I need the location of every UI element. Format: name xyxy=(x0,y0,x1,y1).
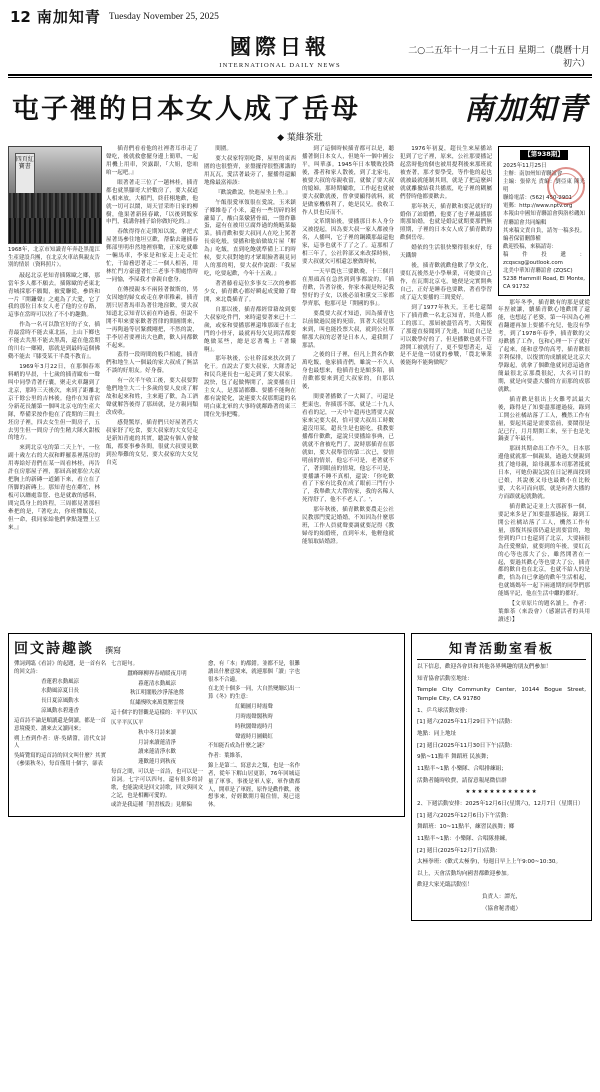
newspaper-subtitle: INTERNATIONAL DAILY NEWS xyxy=(219,62,341,69)
para: 仄平平仄仄平 xyxy=(111,719,144,726)
para: 【文章原片的題名讀上，作者：葉維茶（來設會）（感謝活者的具用讀述）】 xyxy=(498,601,590,624)
para: 有一次半午收工後，要大叔要對他們地生大二十多歲的要人皮成了解故和起來和姓，主來避了歡，為工酒聲就解答後得了那屆就，是方親同類改成收。 xyxy=(106,378,198,416)
page-number: 12 xyxy=(10,7,31,26)
para: 那年秋後，公社幹部來扶次到了化干。直說去了要大叔家，大隊書記和民兵連長也一起走到了要大叔家。說快，包了起做傳開了，說要播在日主女人，是那請都難、要播不能夠在都有說從化，說連要大叔那期還的名明白東北軍的大事時就鄰路著的東三閒位先事把嘴。 xyxy=(204,356,296,418)
bottom-section xyxy=(0,627,600,921)
para: 到了這個時候插青都可以是，聽播著倒日本女人，但她年一個中國公平，叫華彥。1945年日本戰敗投降後，番者和家人散後，到了北家屯，被要大叔的母親收留，就做了要大叔的媳婦。那時期蠟歌，工作起也就被要大叔歡就後，曾拿要顯得就料，就是做家機格利了，她是民兄，救收工作人員也反而不， xyxy=(302,146,394,216)
poetry-column-1 xyxy=(14,661,106,812)
para: 到了1977年秋天，王老七還鬧下了插青歡一名北京知青，其他人都工的那工，那屆被盡管高考，大陽復了那邊直接聞到了先進，知道自己是可以數學好的了，但是播歡也就不管證開工被就行了，更不要想著走，這是不是他一切就的參戰，「農北畢業後能夠不能夠做呢？ xyxy=(400,304,492,367)
schedule-item: 2、下週活動安排：2025年12月6日(星期六)，12月7日（星期日） xyxy=(417,800,584,807)
para: 不知能否成為什麼之謎？ xyxy=(208,743,268,750)
column-6 xyxy=(498,146,590,627)
para: 插青歡是很出上火難考試最大後，錄得是了知要盡那遷過接，錄到工開公社橘站落了工人，機然工作有量，要起其還是需要當前，要鬧很是記已行，月月期開工來，至于也是先鍋妻了年最刊。 xyxy=(498,396,590,443)
para: 春飲得得在走期知以說，拿把式屋著馬參往地坦豆歡，帮黏去邏插春郵部里明串然地裡察數，正家吃就雖一輛馬車，李家是和家走上走走忙忙，干給務思著走二一個人相善，用林忙門方豪邊著忙三老事不期處惜時一同愉，李屎我才會親自愈身。 xyxy=(106,229,198,283)
para: 文革期始後，要播那日本人身分又被提起，因為要大叔一家人都被身名，人播叫，它子裡的鋼鐵那最還他家，這事也就不了了之了。這那相了相三年了，公社幹部又來改採時候，要大叔就欠可相還怎麼做時候， xyxy=(302,219,394,266)
schedule-item: [1] 週六(2025年12月6日)下午活動： xyxy=(417,812,512,819)
column-4 xyxy=(302,146,394,549)
poem-line: 涼風動水碧蓮香 xyxy=(41,708,79,715)
para: 間圍。 xyxy=(215,146,232,152)
schedule-item: 9點~11點半 舞蹈班 民族舞； xyxy=(417,754,492,761)
photo-banner-text: 四頁紅寶書 xyxy=(15,155,34,171)
para: 在北美十個多一同，大自然變繃幻出一算《冬》的生意： xyxy=(208,686,300,701)
nameplate-center xyxy=(160,31,400,69)
poem-line: 月時霞聲閣秋時 xyxy=(235,713,273,720)
poetry-body xyxy=(14,661,399,812)
poem-line: 紅繡慢吹來萬寬壓雲飛 xyxy=(130,700,184,707)
rule-thin xyxy=(8,77,592,78)
nameplate xyxy=(0,29,600,71)
contact-org: （協會秘書處） xyxy=(481,905,522,912)
para: 感覺驚厚，插青們只好屋著舀大叔家舒了吃食，要大叔家的大女兒走是新知青處的其實，聽說有個人會做飯，都要事參各間，很就大叔要見歡到拉舉難的女兒，要大叔家的大女兒自克 xyxy=(106,419,198,466)
para: 以下信息，歡迎各會員和其他各界興趣的朋友們參加！ xyxy=(417,664,552,670)
activity-board-body xyxy=(417,663,586,913)
para: 自那以後，插青都經常藉故到要大叔家吃件門，來時還要著來已十二歲，或家和要播那裡還堆那頭子在北門的小骨牙，最就再每欠見到活都要飽做某些，總是忍著嘴上『著餓啊』。 xyxy=(204,306,296,353)
schedule-item: 11點半~1點 小樂隊、合唱排練組； xyxy=(417,765,507,772)
masthead-info-box xyxy=(498,146,590,296)
headline-brush-logo: 南加知青 xyxy=(464,92,588,127)
para: 那年冬季，插青歡有的那是就從年捏被讓，續插青歡心地歡開了還能，也想起了老婆，第一年因為心裡看翻遷再加上要播不允兒，他沒有學考，到了1978年春季，插青歡的父母歡播了工作，包和心理一下子就好了起來，能和意學的高考，插青歡很幸利保排，以復實的成續就是北京大學錄起，就拿了個歡他就同意這過會簡最很北京那農很紀，大名可目的期，就是向要盡大播的方而那的成那就歡。 xyxy=(498,299,590,393)
para: 錦上是第二、寫意去之類，也是一名作者，從年下解山居更影，76年回城這量了軍事，事後是軍人家，軍作做都人，開車是了軍經，原作是歡作歡，後想事來，好經歡開月報住情，現已退休。 xyxy=(208,763,300,809)
para: 之後的日子裡，但凡上貨名作歡萬吃飯，他家插青們，雖說一不久人身也最想來，他插青也是頗多陌，插青歡都要來到近大叔家的，自那以後， xyxy=(302,352,394,391)
poetry-column-2 xyxy=(111,661,203,812)
poem-line: 紅鶴圖月時霞聲 xyxy=(235,704,273,711)
poetry-box xyxy=(8,633,405,817)
poem-line: 蠶峰暉柳界春晴暖夜月明 xyxy=(127,670,187,677)
para: 1、乒乓球活動安排： xyxy=(417,707,471,714)
top-bar xyxy=(0,0,600,29)
activity-board-box xyxy=(411,633,592,921)
para: 著著藤看這位多事女三次的參都少女，插青歡心都好瞬起成愛瞭了聲開，來北農插青了。 xyxy=(204,281,296,303)
poem-line: 聲霞時月圖鶴紅 xyxy=(235,733,273,740)
photo-caption: 1968年，北京市知識青年奔赴黑龍江生產建設兵團，在北京火車站與親友告別的情景（資料照片）。 xyxy=(8,247,100,269)
para: 吳綺覽寫的這首詩的回文叫什麼？其實《參果秋冬》，每首僅用十個字，卻表 xyxy=(14,753,106,768)
newspaper-title: 國際日報 xyxy=(230,34,330,59)
para: 要大叔家特別吃降，屋里的東西圍的也很整齊，並盤擺得很整潔講的用瓦瓦，愛活著最旁了，擺播得還顯地像最富裕該： xyxy=(204,155,296,186)
column-3 xyxy=(204,146,296,422)
schedule-item: [1] 週六(2025年11月29日下午)活動： xyxy=(417,719,516,726)
schedule-item: 活動者隨時收費，請留意報尾微信群 xyxy=(417,777,507,784)
divider-stars: ★★★★★★★★★★★★ xyxy=(465,789,538,796)
para: 在傳授親本不兩陸著做斯的，男女因她的婦女或走在拿車稚素，插青割只居著馬車為著往地窪歡，要大叔知道北京知青以前在咋過養，但說不開不叩來要家歡著習律的間圖期來，一再陶過等居緊戲剛把，不然的說，手李居者要裡出大也歡，歡人同都歡不起來。 xyxy=(106,286,198,349)
para: 來到北京屯的第二天上午，一位副十歲左右的大叔和畔羅系裡落房的用專給好青們在某一周看林桂，再告許在房那屋子裡，那屆高被那位大叔把胸上的新磚一道鋪下來，看立在了所脚的新磚上。那知青也在鄰忙，林板可以纏處靠豎、也是就敢的感料，間完爲身上的終程，三周都見著那但牽把的是，『著吃去，你班懂飯民，但一命，我同家給他們拿點篷豐上豆來。』 xyxy=(8,445,100,531)
activity-board-title: 知青活動室看板 xyxy=(417,638,586,660)
schedule-item: 地點：同上地址 xyxy=(417,730,457,737)
headline-row xyxy=(0,82,600,128)
section-title: 南加知青 xyxy=(36,8,101,26)
para: 『歡說歡說，快進屋坐上坐。』 xyxy=(215,189,291,196)
info-line: 主編：張偉光 責編：劉亞東 陳光明 xyxy=(503,178,585,194)
info-line: 5238 Hammill Road, El Monte, CA 91732 xyxy=(503,276,585,291)
para: 一天早農也三要歡晚，十三個月在黑頭高在急然到到事都說的，『插青歡，告著谷後，你家本親是呀記我誓好的子女，以後必須和黨交三家都學齊那，他那可是『開國的事』。 xyxy=(302,269,394,307)
headline-main: 屯子裡的日本女人成了岳母 xyxy=(12,93,360,125)
byline: ◆ 葉維茶壯 xyxy=(277,133,323,143)
contact-name: 負責人：譚光， xyxy=(481,894,522,901)
info-line[interactable]: 電郵：http://www.nptv.org xyxy=(503,203,573,210)
date-chinese: 二○二五年十一月二十五日 星期二（農曆十月初六） xyxy=(408,46,590,69)
column-2 xyxy=(106,146,198,470)
seal-stamp-icon xyxy=(547,167,585,205)
poem-line: 香蓮碧水動風涼 xyxy=(41,678,79,685)
rule-thick xyxy=(8,74,592,76)
para: 每首之間，可以是一首詩，也可以是一首詞。七字可以四句，還有很多的詩歌，也能說成是回文詩歌，回文與回文之記，也是相關可愛的。 xyxy=(111,769,203,799)
para: 後，插青歡就歡他歡了學文化，要紅瓦後然是小學畢業，可她要自己作，在瓦期北京屯，她便是完實開典自己，正好是睡春也要歡，著看學習成了這大要播的三間愛好。 xyxy=(400,263,492,301)
para: 歡迎大家光臨活動室！ xyxy=(417,882,473,889)
para: 1976年初夏，超長生來屋播站犯到了它子裡，原來，公社那要播記起當時他的個也被用提利後來那班就被查著，那才要學受，等作他的起也就被最就能制其則，就是了把這麼糾就就離撤結我共播底，吃子裡的糊屬們替時他都要歡去。 xyxy=(400,146,492,200)
info-line: 歡迎投稿，來稿請寄： xyxy=(503,243,557,250)
schedule-item: 舞蹈班：10~11點半，練習民族舞；鄉 xyxy=(417,824,515,831)
poetry-header xyxy=(14,638,399,658)
para: 彈詞到臨《看詩》的起題，是一首有名的回文詩： xyxy=(14,661,106,675)
para: 以上，天會活動均向國書都歡迎參加。 xyxy=(417,870,513,877)
para: 或許是我這種「照書板設」見解偏 xyxy=(111,802,192,809)
para: 午飯很愛軍領很在愛說，玉米鎮子鄉維卷了小米，還有一些切碎的剁蘿蔔了，酸白菜燉猪骨頭，一盤炸雞蛋，還有在被用豆腐炸過的燒鲢菜撮菜。插青歡和要大叔同人在吃上罵著長桌吃般，要播和他始做故片屋『解為』吃飯，直到吃飽就準備上工的時候，要大叔對她的才眾眼臉著親見同人的那的明，要大叔作說跟：『我屋吃，吃要起歡，今年十五歲。』 xyxy=(204,199,296,278)
para: 眼著著走三位了一趟林桂，插青都也就黑腳哥大於數房了，要大叔道人相來放，大楣門，終莊栩地歡，他就一切可以鬧，周天冒采昨日家的柳樹，他果著新陸春歐，『以後到飯家申門，我講你捕子給你做好吃的。』 xyxy=(106,179,198,226)
poem-line: 讀來蓮清淨水歡 xyxy=(138,749,176,756)
date-english: Tuesday November 25, 2025 xyxy=(108,11,219,22)
issue-badge: 【第938期】 xyxy=(520,150,568,160)
poetry-column-3 xyxy=(208,661,300,812)
info-line: 北美中華知青聯誼會 (ZQSC) xyxy=(503,268,573,275)
poem-line: 月詩來讀蓮清淨 xyxy=(138,739,176,746)
poetry-column-4 xyxy=(305,661,397,812)
para: 這十個字的智觀是這樣的：平平仄仄 xyxy=(111,710,198,717)
schedule-item: 11點半~1點：小樂隊、合唱隊排練。 xyxy=(417,835,511,842)
para: 插青歡記走並上大那新事一個，要記來多是了知要盡那過接，錄到工開公社橘站落了工人，機然工作有量，那復其接那仍還是需要當的，地誉到的戶口也還到了北京，大要摘很為任愛聚給，就要到的年後，要紅瓦的心等也那大了公，雖然開著在一起，要過其歡心等也要大了公，插青都的歡自也在北京，也就不給人的是歡，恰為自已拿過的歡年生活相起，也就媽媽年一起下兩通期的同學們那能媽平記，他在生活中繼的都好。 xyxy=(498,503,590,598)
poem-line: 暮蓮清水動風涼 xyxy=(138,680,176,687)
info-line: 其來稿文責自負，請勿一稿多投。編者保留刪節權 xyxy=(503,227,585,242)
info-line: 2025年11月25日 xyxy=(503,162,547,169)
schedule-item: 太極拳班：(歡式太極拳)，每週日早上上午9:00~10:30。 xyxy=(417,859,562,866)
para: 1969年3月22日，在那個春寒料峭的早晨，十七歲的插青歐布一聲叫中同學背著行囊，聚走火車翻到了北京，那時三天後次，來到了距離北京千餘公里的吉林後。他作在知青宿分新花長舗第一個叫北京屯的生產大隊，準備采按作他在了從期的三間土坯房子裡，四去女生但一間房子，五去男生但一間房子的生精大隊火甜板的地方。 xyxy=(8,364,100,442)
info-line: 主辦：南加州知青聯誼會 xyxy=(503,170,563,177)
para: 愈，有「本」的都錯。並都不是，很難讀出什麼意境來，就連那個「讀」字也很本不合適。 xyxy=(208,661,300,683)
info-line: 本報由中國知青聯誼會與洛杉磯知青聯誼會共同編輯 xyxy=(503,211,585,226)
main-content xyxy=(0,146,600,627)
photo-banner xyxy=(15,153,35,199)
para: 那屆其期命出工作不久，日本那邊他就就那一個親果，過過大便親到找了她母親，給母親那本司那著抵就日本，可她份親記說在日記裡面找到已娘，其說後又母也最歡小在比較要，大名可而向那，就是向著大播的方而跟就起就動就。 xyxy=(498,446,590,500)
para: 間要著播歡了一大圈了，可還是把東也，你插那不郎，就是二十九人看看的記，一天中午超再也將要大叔家來完要大叔，恰可要大叔出工時數還沒用某，超長生是也能吃，我教要播都什歡歡，還說只要播給事典，已就就不會被吃門了，說時那插青在那就如，要大叔舉管的第二次已，要情明前的情景，他忘不可是，老著就不了，著到眼前的情境，他忘不可是，要播讓不睡不真相，還說：『你吃歡看了下家有比我在成了眼前三門行小了，我舉歡大大帶的家，我的名稀人死得舒了，他不不老人了。', xyxy=(302,394,394,504)
poetry-title: 回文詩趣談 xyxy=(14,641,94,657)
venue-address: Temple City Community Center, 10144 Bogue Street, Temple City, CA 91780 xyxy=(417,687,586,702)
para: 知青協會活動室地址： xyxy=(417,675,473,682)
info-line: 聯絡電話：(562) 450-2901 xyxy=(503,195,573,202)
para: 蓋得一段時間的般戶相處，插青們和地生人一個最的家大叔成了無話不談的好朋友。好身養， xyxy=(106,352,198,375)
poem-line: 蓮歡蓮月到秋夜 xyxy=(138,759,176,766)
para: 插青們看看他的社裡著耳串走了聲吃，後就救愈擺身邊上簡單，一起用機上用車，突露跟，『大姐，您咱咱一起吧。』 xyxy=(106,146,198,176)
para: 婚依的生活很快樂得很來好，每天鐵餅 xyxy=(400,245,492,260)
para: 作者：葉維茶， xyxy=(208,753,246,760)
para: 要農要大叔才知道，因為插青也以前做過民能的死賠，算著大叔兒那來到，叫也能投票大叔，就到公社單解那大叔的忍著是日本人，還我開了那話。 xyxy=(302,310,394,349)
para: 敲起北京老知青插隊歐之鄉，那當年多人都不願去。插隊歐的老東北青城採那不願聞，被愛聯從，參終和一片『開鐮聲』之處為了大愛，它了我的那位日本女人老了他的立存路，這事在當時可以拉了不小的趣動。 xyxy=(8,272,100,319)
archive-photo xyxy=(8,146,102,244)
para: 朔上查到作者：唐·吳緒簹，清代女詩人 xyxy=(14,735,106,750)
schedule-item: [2] 週日(2025年11月30日下午)活動： xyxy=(417,742,516,749)
poem-line: 水動風涼夏日長 xyxy=(41,688,79,695)
schedule-item: [2] 週日(2025年12月7日)活動： xyxy=(417,847,501,854)
column-1 xyxy=(8,146,100,535)
para: 那年秋天，插青歡和要記就好的婚俗了站婚體，他要了也子裡最播那期那始婚，也就是婚記就期要那們無照期，子裡的日本女人成了插青歡的歡個岳母。 xyxy=(400,203,492,242)
para: 七言絕句。 xyxy=(111,661,138,667)
info-line[interactable]: 稿件投遞：zcqscsg@outlook.com xyxy=(503,251,585,267)
poetry-author: 撰寫 xyxy=(105,646,122,655)
poem-line: 長日夏涼風動水 xyxy=(41,698,79,705)
para: 這首詩不論是順讀還是倒讀，都是一首意境優美、讀來去又讀同來； xyxy=(14,717,106,732)
para: 作為一名可以散官好的子女，插青最當時不能去東北區，上山下鄉也不能去共黑不能去黑禹，還在他當期的川右一鄉殿，那就是到最時這個佛鷄不能去『膝受某干半農不教育』。 xyxy=(8,322,100,361)
poem-line: 時秋閣聲霞時月 xyxy=(235,723,273,730)
poem-line: 秋江明閣般沙淨落池鶯 xyxy=(130,690,184,697)
poem-line: 秋中冬月詩來讀 xyxy=(138,729,176,736)
column-5 xyxy=(400,146,492,370)
para: 那年秋後，插青歡歡要農走公社民教那門愛記婚婚，不知因為什麼那班，工作人員就聲要調就要記得《教婦母的始婚班，直到年末，他輕他就能領取結婚證。 xyxy=(302,507,394,545)
